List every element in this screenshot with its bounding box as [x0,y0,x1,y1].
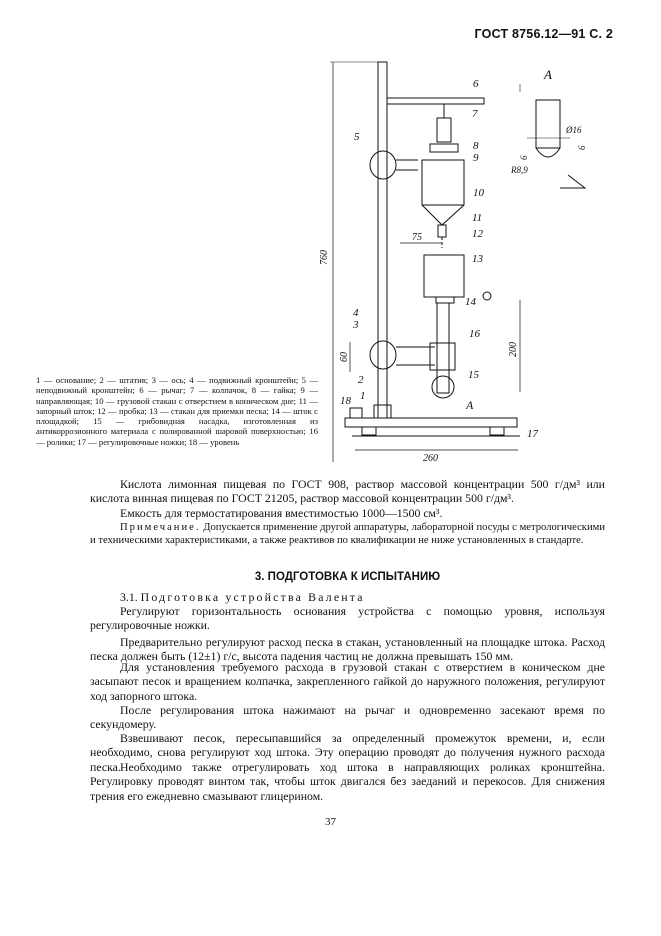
callout-4: 4 [353,307,359,319]
apparatus-figure [300,55,635,475]
callout-11: 11 [472,212,483,224]
dim-6b: 6 [577,145,587,150]
apparatus-drawing [300,55,635,475]
note-label: Примечание. [120,522,201,533]
stand-rod [378,62,387,418]
load-cup [422,160,464,205]
paragraph: Регулируют горизонтальность основания устройства с помощью уровня, используя регулировочные ножки. [90,604,605,633]
dim-d16: Ø16 [566,125,582,135]
paragraph: После регулирования штока нажимают на рычаг и одновременно засекают время по секундомеру. [90,703,605,732]
base-plate [345,418,517,427]
paragraph: Взвешивают песок, пересыпавшийся за определенный промежуток времени, и, если необходимо, снова регулируют ход штока. Эту операцию проводят до получения нужного расхода песка. [90,731,605,774]
receiver-cup [424,255,464,297]
subsection-title: Подготовка устройства Валента [140,590,365,604]
callout-2: 2 [358,374,364,386]
callout-3: 3 [353,319,359,331]
mushroom-nozzle [432,376,454,398]
callout-15: 15 [468,369,479,381]
foot-right [490,427,504,435]
callout-12: 12 [472,228,483,240]
figure-caption: 1 — основание; 2 — штатив; 3 — ось; 4 — подвижный кронштейн; 5 — неподвижный кронштейн; 6 — рычаг; 7 — колпачок, 8 — гайка; 9 — направляющая; 10 — грузовой стакан с отверстием в коническом дне; 11 — запорный шток; 12 — пробка; 13 — стакан для приемки песка; 14 — шток с площадкой; 15 — грибовидная насадка, изготовленная из антикоррозионного материала с полированной шаровой поверхностью; 16 — ролики; 17 — регулировочные ножки; 18 — уровень [36,375,318,447]
callout-16: 16 [469,328,480,340]
callout-14: 14 [465,296,476,308]
page-number: 37 [325,816,336,828]
callout-17: 17 [527,428,538,440]
callout-9: 9 [473,152,479,164]
para-citric-acid: Кислота лимонная пищевая по ГОСТ 908, раствор массовой концентрации 500 г/дм³ или кислота винная пищевая по ГОСТ 21205, раствор массовой концентрации 500 г/дм³. [90,477,605,506]
para-thermostat-vessel: Емкость для термостатирования вместимостью 1000—1500 см³. [120,506,443,520]
subsection-number: 3.1. [120,590,141,604]
dim-200: 200 [508,342,519,357]
foot-left [362,427,376,435]
dim-60: 60 [339,352,350,362]
paragraph: Для установления требуемого расхода в грузовой стакан с отверстием в коническом дне засыпают песок и вращением колпачка, закрепленного гайкой до наружного положения, регулируют ход запорного штока. [90,660,605,703]
section-heading: 3. ПОДГОТОВКА К ИСПЫТАНИЮ [254,571,441,583]
note [90,522,605,547]
dim-260: 260 [423,453,438,464]
note-text: Допускается применение другой аппаратуры, лабораторной посуды с метрологическими и техническими характеристиками, а также реактивов по квалификации не ниже установленных в стандарте. [90,522,605,546]
callout-1: 1 [360,390,366,402]
dim-75: 75 [412,232,422,243]
view-label-a: A [544,67,552,82]
paragraph: Предварительно регулируют расход песка в стакан, установленный на площадке штока. Расход песка должен быть (12±1) г/с, высота падения частиц не должна превышать 150 мм. [90,635,605,664]
callout-8: 8 [473,140,479,152]
paragraph: Необходимо также отрегулировать ход штока в направляющих роликах кронштейна. Регулировку проводят винтом так, чтобы шток двигался без заеданий и перекосов. Для снижения трения его ежедневно смазывают глицерином. [90,760,605,803]
page-header: ГОСТ 8756.12—91 С. 2 [474,27,613,41]
dim-760: 760 [319,250,330,265]
callout-13: 13 [472,253,483,265]
subsection-heading [90,590,605,604]
dim-r89: R8,9 [511,165,528,175]
top-arm [387,98,484,104]
dim-6a: 6 [519,155,529,160]
rod-with-platform [437,303,449,393]
callout-5: 5 [354,131,360,143]
callout-10: 10 [473,187,484,199]
callout-6: 6 [473,78,479,90]
callout-18: 18 [340,395,351,407]
view-mark-a: A [466,398,474,412]
callout-7: 7 [472,108,478,120]
